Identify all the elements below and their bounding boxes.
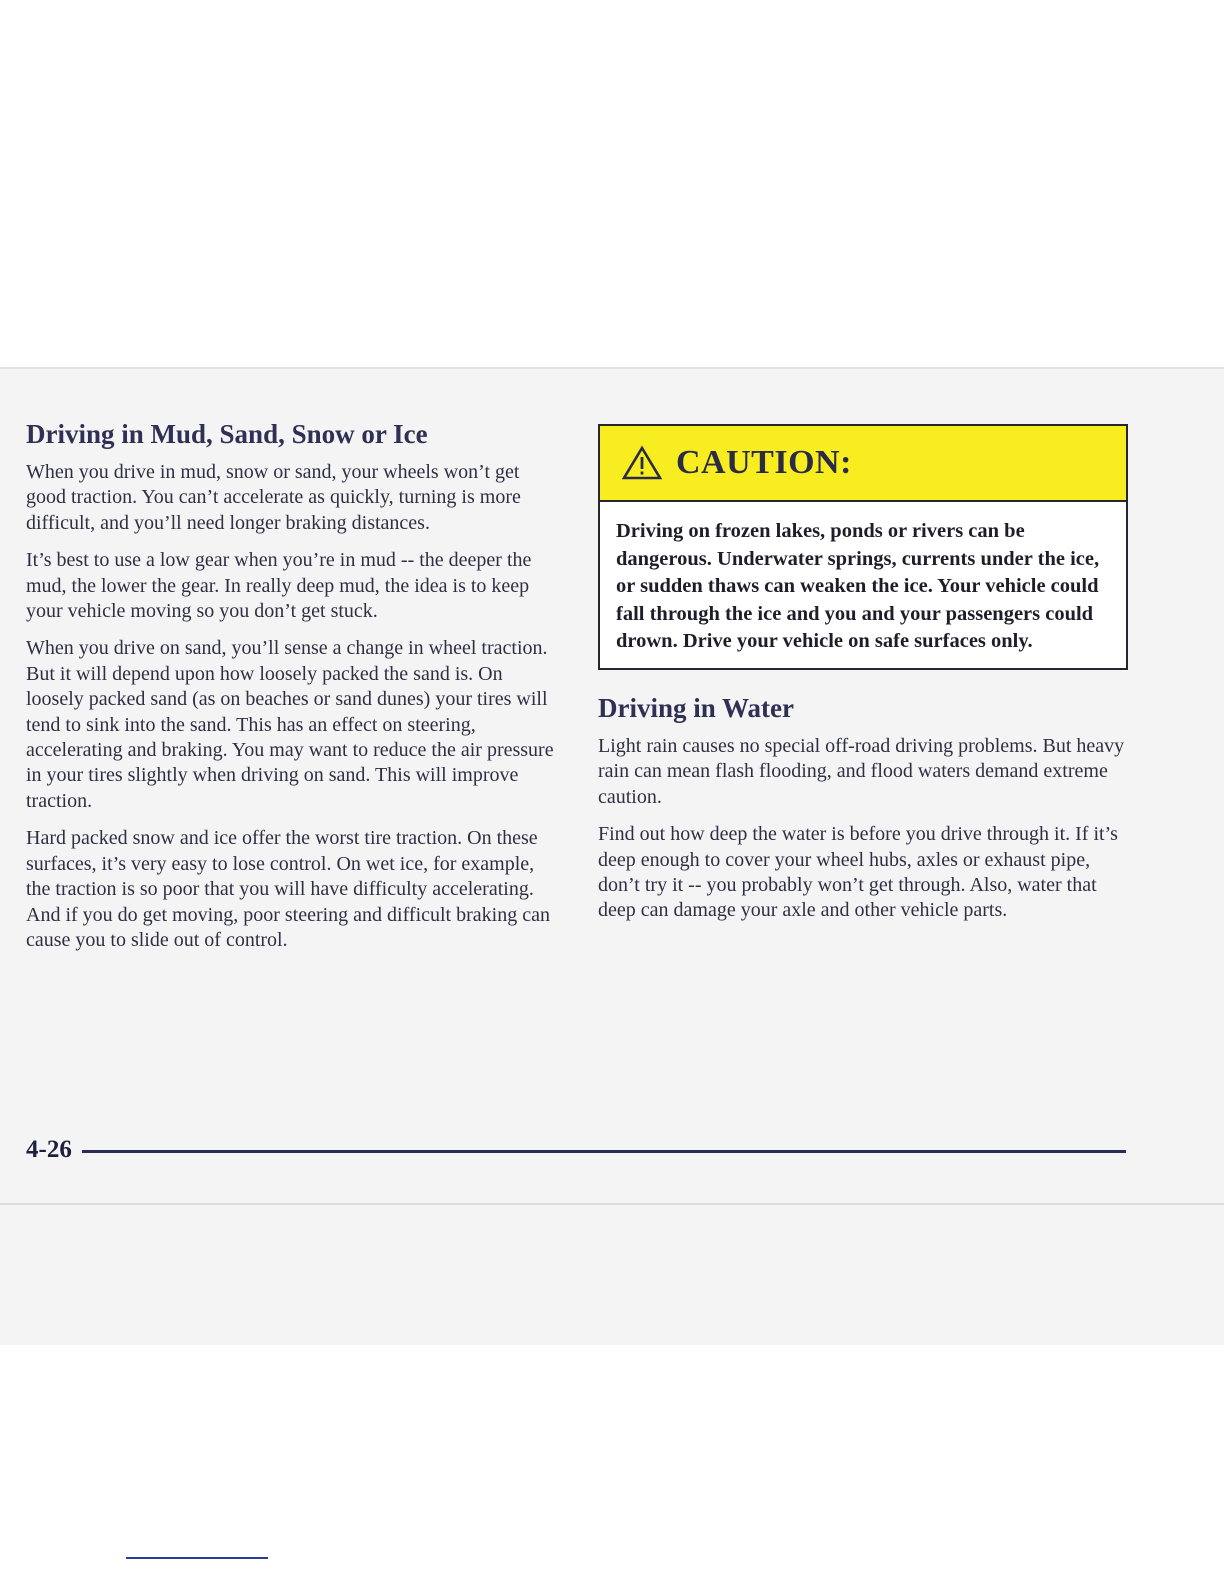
caution-header <box>600 426 1126 502</box>
right-column <box>598 424 1132 936</box>
caution-box <box>598 424 1128 670</box>
mud-paragraph-2: It’s best to use a low gear when you’re in mud -- the deeper the mud, the lower the gear. In really deep mud, the idea is to keep your vehicle moving so you don’t get stuck. <box>26 549 532 623</box>
page-footer <box>26 1134 1126 1166</box>
snow-ice-paragraph: Hard packed snow and ice offer the worst tire traction. On these surfaces, it’s very easy to lose control. On wet ice, for example, the traction is so poor that you will have difficulty accelerating. And if you do get moving, poor steering and difficult braking can cause you to slide out of control. <box>26 827 550 951</box>
left-column <box>26 418 562 965</box>
caution-title: CAUTION: <box>676 444 852 481</box>
bottom-link-underline <box>126 1557 268 1559</box>
sand-paragraph: When you drive on sand, you’ll sense a change in wheel traction. But it will depend upon how loosely packed the sand is. On loosely packed sand (as on beaches or sand dunes) your tires will tend to sink into the sand. This has an effect on steering, accelerating and braking. You may want to reduce the air pressure in your tires slightly when driving on sand. This will improve traction. <box>26 637 554 812</box>
warning-triangle-icon <box>622 445 662 481</box>
footer-rule <box>82 1150 1126 1153</box>
mud-sand-snow-ice-heading: Driving in Mud, Sand, Snow or Ice <box>26 419 428 449</box>
mud-paragraph-1: When you drive in mud, snow or sand, your wheels won’t get good traction. You can’t accelerate as quickly, turning is more difficult, and you’ll need longer braking distances. <box>26 461 521 534</box>
caution-text: Driving on frozen lakes, ponds or rivers can be dangerous. Underwater springs, currents under the ice, or sudden thaws can weaken the ice. Your vehicle could fall through the ice and you and your passengers could drown. Drive your vehicle on safe surfaces only. <box>616 520 1100 653</box>
water-paragraph-2: Find out how deep the water is before you drive through it. If it’s deep enough to cover your wheel hubs, axles or exhaust pipe, don’t try it -- you probably won’t get through. Also, water that deep can damage your axle and other vehicle parts. <box>598 823 1118 922</box>
page-number: 4-26 <box>26 1136 72 1163</box>
driving-in-water-heading: Driving in Water <box>598 692 795 723</box>
water-paragraph-1: Light rain causes no special off-road driving problems. But heavy rain can mean flash flooding, and flood waters demand extreme caution. <box>598 734 1125 808</box>
